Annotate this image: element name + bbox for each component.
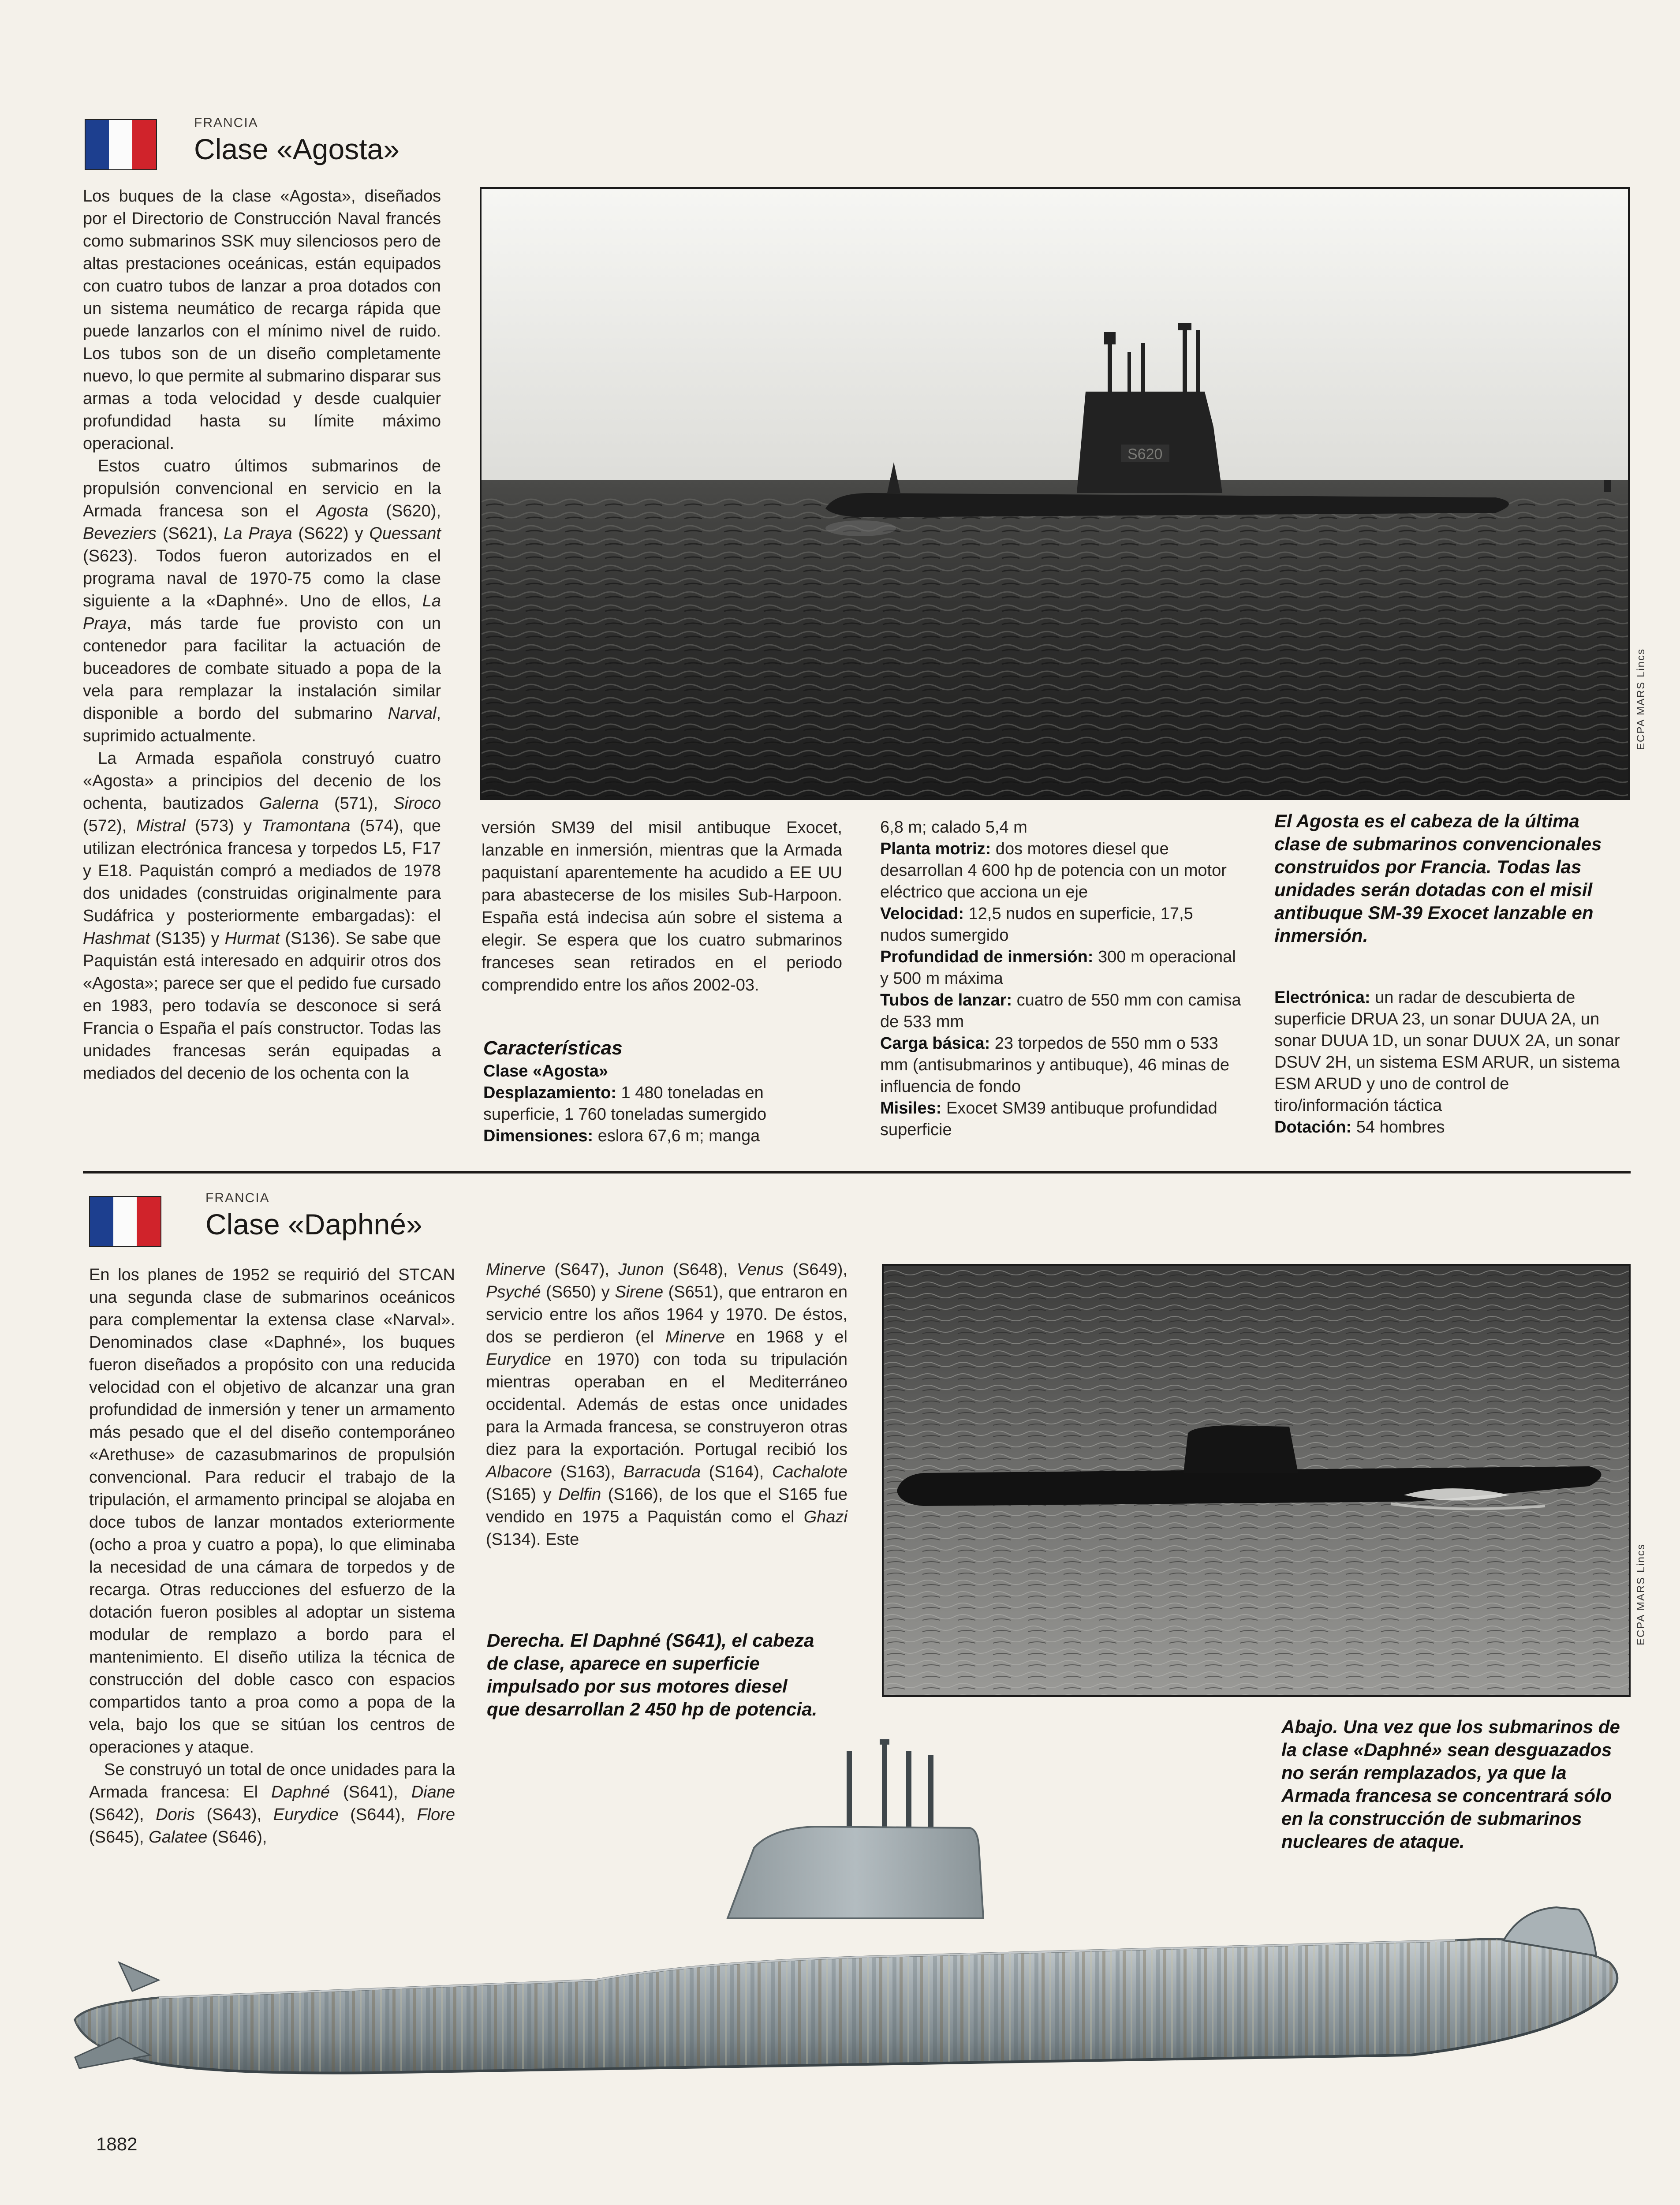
page-number: 1882: [96, 2134, 138, 2154]
daphne-profile-image: [66, 1733, 1645, 2130]
section-title: Clase «Daphné»: [205, 1208, 422, 1241]
photo-credit: ECPA MARS Lincs: [1635, 1544, 1647, 1645]
specs-column-2: Desplazamiento: 1 480 toneladas en superficie, 1 760 toneladas sumergido Dimensiones: eslora 67,6 m; manga: [483, 1084, 767, 1145]
hull-number: S620: [1127, 446, 1163, 463]
specs-column-4: Electrónica: un radar de descubierta de superficie DRUA 23, un sonar DUUA 2A, un sonar DUUA 1D, un sonar DUUX 2A, un sonar DSUV 2H, un sistema ESM ARUR, un sistema ESM ARUD y uno de control de tiro/información táctica Dotación: 54 hombres: [1274, 988, 1620, 1136]
daphne-profile-illustration: [66, 1733, 1645, 2130]
agosta-photo: [480, 187, 1630, 800]
photo-credit: ECPA MARS Lincs: [1635, 648, 1647, 750]
daphne-caption-right: Derecha. El Daphné (S641), el cabeza de clase, aparece en superficie impulsado por sus motores diesel que desarrollan 2 450 hp de potencia.: [487, 1630, 818, 1719]
agosta-column-2: versión SM39 del misil antibuque Exocet, lanzable en inmersión, mientras que la Armada paquistaní aparentemente ha acudido a EE UU para abastecerse de los misiles Sub-Harpoon. España está indecisa aún sobre el sistema a elegir. Se espera que los cuatro submarinos franceses sean retirados en el periodo comprendido entre los años 2002-03.: [482, 818, 842, 994]
specs-column-3: 6,8 m; calado 5,4 m Planta motriz: dos motores diesel que desarrollan 4 600 hp de potencia con un motor eléctrico que acciona un eje Velocidad: 12,5 nudos en superficie, 17,5 nudos sumergido Profundidad de inmersión: 300 m operacional y 500 m máxima Tubos de lanzar: cuatro de 550 mm con camisa de 533 mm Carga básica: 23 torpedos de 550 mm o 533 mm (antisubmarinos y antibuque), 46 minas de influencia de fondo Misiles: Exocet SM39 antibuque profundidad superficie: [880, 818, 1241, 1139]
daphne-photo-image: [884, 1266, 1629, 1695]
section-divider: [83, 1171, 1631, 1174]
daphne-caption-below: Abajo. Una vez que los submarinos de la clase «Daphné» sean desguazados no serán remplazados, ya que la Armada francesa se concentrará sólo en la construcción de submarinos nucleares de ataque.: [1281, 1716, 1620, 1852]
article-body-daphne: En los planes de 1952 se requirió del STCAN una segunda clase de submarinos oceánicos para complementar la extensa clase «Narval». Denominados clase «Daphné», los buques fueron diseñados a propósito con una reducida velocidad con el objetivo de alcanzar una gran profundidad de inmersión y tener un armamento más pesado que el del diseño contemporáneo «Arethuse» de cazasubmarinos de propulsión convencional. Para reducir el trabajo de la tripulación, el armamento principal se alojaba en doce tubos de lanzar montados exteriormente (ocho a proa y cuatro a popa), lo que eliminaba la necesidad de una cámara de torpedos y de recarga. Otras reducciones del esfuerzo de la dotación fueron posibles al adoptar un sistema modular de remplazo a bordo para el mantenimiento. El diseño utiliza la técnica de construcción del doble casco con espacios compartidos tanto a proa como a popa de la vela, bajo los que se sitúan los centros de operaciones y ataque. Se construyó un total de once unidades para la Armada francesa: El Daphné (S641), Diane (S642), Doris (S643), Eurydice (S644), Flore (S645), Galatee (S646),: [89, 1266, 455, 1846]
section-country: FRANCIA: [194, 116, 258, 130]
article-body-agosta: Los buques de la clase «Agosta», diseñados por el Directorio de Construcción Naval francés como submarinos SSK muy silenciosos pero de altas prestaciones oceánicas, están equipados con cuatro tubos de lanzar a proa dotados con un sistema neumático de recarga rápida que puede lanzarlos con el mínimo nivel de ruido. Los tubos son de un diseño completamente nuevo, lo que permite al submarino disparar sus armas a toda velocidad y desde cualquier profundidad hasta su límite máximo operacional. Estos cuatro últimos submarinos de propulsión convencional en servicio en la Armada francesa son el Agosta (S620), Beveziers (S621), La Praya (S622) y Quessant (S623). Todos fueron autorizados en el programa naval de 1970-75 como la clase siguiente a la «Daphné». Uno de ellos, La Praya, más tarde fue provisto con un contenedor para facilitar la actuación de buceadores de combate situado a popa de la vela para remplazar la instalación similar disponible a bordo del submarino Narval, suprimido actualmente. La Armada española construyó cuatro «Agosta» a principios del decenio de los ochenta, bautizados Galerna (571), Siroco (572), Mistral (573) y Tramontana (574), que utilizan electrónica francesa y torpedos L5, F17 y E18. Paquistán compró a mediados de 1978 dos unidades (construidas originalmente para Sudáfrica y posteriormente embargadas): el Hashmat (S135) y Hurmat (S136). Se sabe que Paquistán está interesado en adquirir otros dos «Agosta»; parece ser que el pedido fue cursado en 1983, pero todavía se desconoce si será Francia o España el país constructor. Todas las unidades francesas serán equipadas a mediados del decenio de los ochenta con la: [83, 187, 441, 1083]
section-title: Clase «Agosta»: [194, 133, 399, 165]
daphne-photo: [882, 1264, 1631, 1697]
section-country: FRANCIA: [205, 1191, 270, 1205]
specs-class: Clase «Agosta»: [483, 1062, 609, 1080]
flag-france-icon: [89, 1196, 161, 1247]
specs-heading: Características: [483, 1037, 623, 1059]
agosta-caption: El Agosta es el cabeza de la última clase de submarinos convencionales construidos por Francia. Todas las unidades serán dotadas con el misil antibuque SM-39 Exocet lanzable en inmersión.: [1274, 811, 1602, 946]
agosta-photo-image: [482, 189, 1628, 798]
daphne-column-2: Minerve (S647), Junon (S648), Venus (S649), Psyché (S650) y Sirene (S651), que entraron en servicio entre los años 1964 y 1970. De éstos, dos se perdieron (el Minerve en 1968 y el Eurydice en 1970) con toda su tripulación mientras operaban en el Mediterráneo occidental. Además de estas once unidades para la Armada francesa, se construyeron otras diez para la exportación. Portugal recibió los Albacore (S163), Barracuda (S164), Cachalote (S165) y Delfin (S166), de los que el S165 fue vendido en 1975 a Paquistán como el Ghazi (S134). Este: [486, 1260, 848, 1549]
flag-france-icon: [85, 119, 157, 170]
